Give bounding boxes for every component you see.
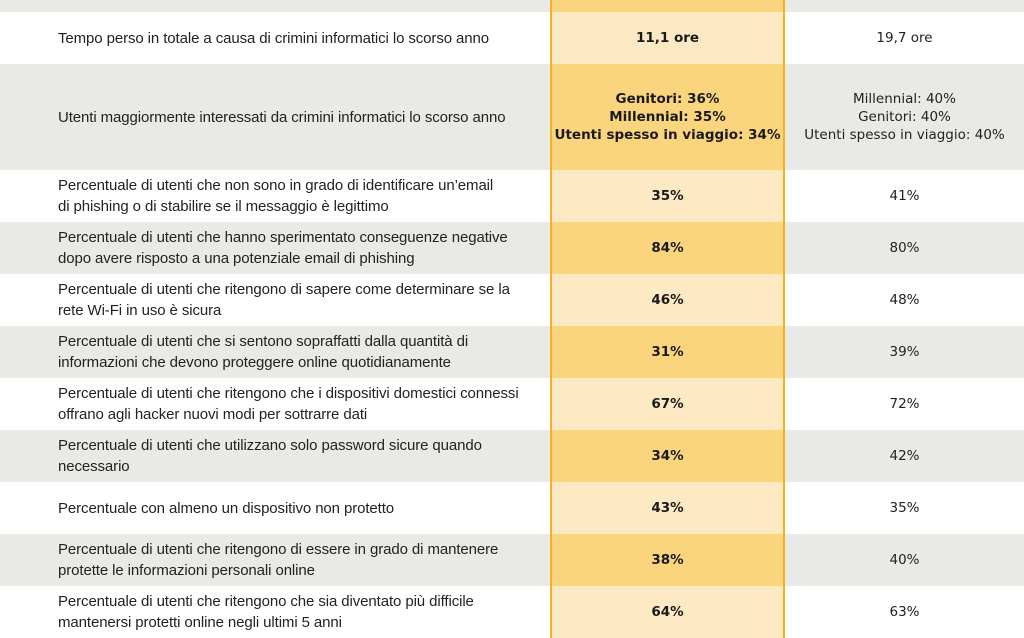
table-row	[0, 430, 1024, 482]
table-row	[0, 482, 1024, 534]
table-row	[0, 0, 1024, 12]
highlight-value: 64%	[550, 586, 785, 638]
highlight-value: 34%	[550, 430, 785, 482]
row-label: Percentuale di utenti che ritengono che i dispositivi domestici connessi offrano agli hacker nuovi modi per sottrarre dati	[0, 378, 550, 430]
table-row	[0, 378, 1024, 430]
comparison-value	[785, 0, 1024, 12]
table-row	[0, 586, 1024, 638]
highlight-value: 11,1 ore	[550, 12, 785, 64]
row-label: Percentuale di utenti che hanno sperimentato conseguenze negative dopo avere risposto a una potenziale email di phishing	[0, 222, 550, 274]
row-label: Percentuale di utenti che utilizzano solo password sicure quando necessario	[0, 430, 550, 482]
table-row	[0, 534, 1024, 586]
table-row	[0, 170, 1024, 222]
row-label: Tempo perso in totale a causa di crimini informatici lo scorso anno	[0, 12, 550, 64]
row-label: Utenti maggiormente interessati da crimini informatici lo scorso anno	[0, 64, 550, 170]
highlight-value: 35%	[550, 170, 785, 222]
comparison-value: 41%	[785, 170, 1024, 222]
highlight-value: 31%	[550, 326, 785, 378]
comparison-value: 48%	[785, 274, 1024, 326]
highlight-value: 84%	[550, 222, 785, 274]
comparison-value: 42%	[785, 430, 1024, 482]
comparison-value: 80%	[785, 222, 1024, 274]
comparison-value: 63%	[785, 586, 1024, 638]
table-row	[0, 326, 1024, 378]
row-label	[0, 0, 550, 12]
row-label: Percentuale di utenti che ritengono che sia diventato più difficile mantenersi protetti online negli ultimi 5 anni	[0, 586, 550, 638]
highlight-value: 67%	[550, 378, 785, 430]
table-row	[0, 12, 1024, 64]
table-row	[0, 274, 1024, 326]
comparison-value: 35%	[785, 482, 1024, 534]
row-label: Percentuale di utenti che si sentono sopraffatti dalla quantità di informazioni che devono proteggere online quotidianamente	[0, 326, 550, 378]
comparison-value: 72%	[785, 378, 1024, 430]
comparison-value: 39%	[785, 326, 1024, 378]
table-row	[0, 222, 1024, 274]
comparison-value: 40%	[785, 534, 1024, 586]
comparison-value: 19,7 ore	[785, 12, 1024, 64]
highlight-value: 38%	[550, 534, 785, 586]
highlight-value: Genitori: 36% Millennial: 35% Utenti spesso in viaggio: 34%	[550, 64, 785, 170]
row-label: Percentuale con almeno un dispositivo non protetto	[0, 482, 550, 534]
comparison-value: Millennial: 40% Genitori: 40% Utenti spesso in viaggio: 40%	[785, 64, 1024, 170]
highlight-value	[550, 0, 785, 12]
highlight-value: 46%	[550, 274, 785, 326]
row-label: Percentuale di utenti che ritengono di essere in grado di mantenere protette le informazioni personali online	[0, 534, 550, 586]
highlight-value: 43%	[550, 482, 785, 534]
row-label: Percentuale di utenti che non sono in grado di identificare un’email di phishing o di stabilire se il messaggio è legittimo	[0, 170, 550, 222]
table-row	[0, 64, 1024, 170]
row-label: Percentuale di utenti che ritengono di sapere come determinare se la rete Wi-Fi in uso è sicura	[0, 274, 550, 326]
